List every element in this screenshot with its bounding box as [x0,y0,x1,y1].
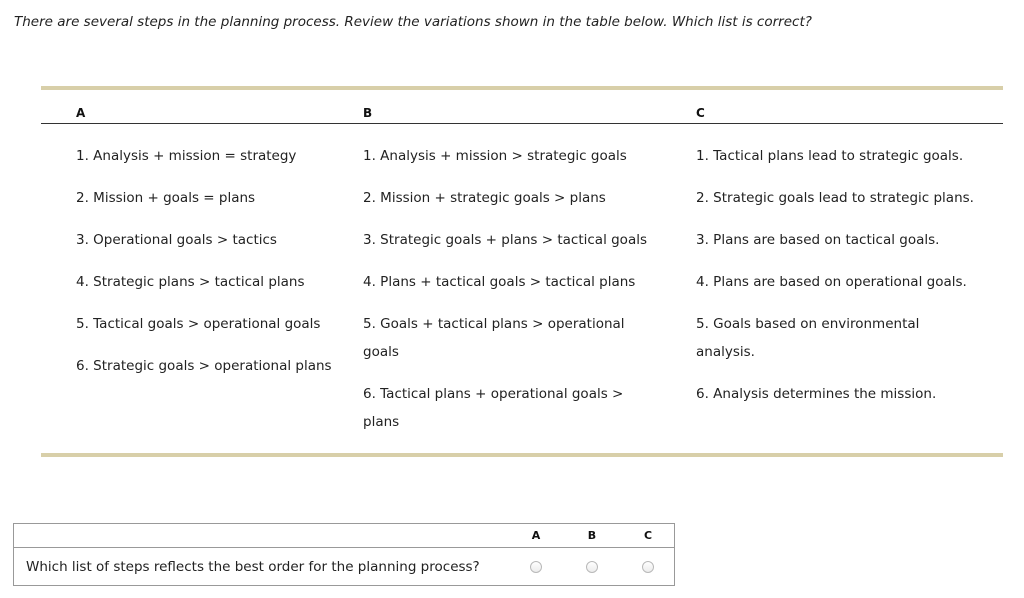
column-a [76,142,338,394]
list-item: 5. Goals based on environmental analysis. [696,316,920,360]
column-b [363,142,673,450]
radio-option-b[interactable] [586,561,598,573]
list-item: 5. Tactical goals > operational goals [76,316,321,332]
list-item: 3. Operational goals > tactics [76,232,277,248]
table-bottom-rule [41,453,1003,457]
list-item: 1. Analysis + mission > strategic goals [363,148,627,164]
radio-option-c[interactable] [642,561,654,573]
list-item: 4. Strategic plans > tactical plans [76,274,305,290]
list-item: 3. Plans are based on tactical goals. [696,232,940,248]
column-header-a: A [76,106,86,120]
list-item: 6. Tactical plans + operational goals > plans [363,386,624,430]
list-item: 2. Strategic goals lead to strategic plans. [696,190,974,206]
column-header-b: B [363,106,373,120]
answer-header-row [14,524,674,548]
column-c [696,142,996,422]
list-item: 6. Strategic goals > operational plans [76,358,332,374]
answer-row [14,548,674,586]
answer-grid [13,523,675,586]
option-label-a: A [531,529,541,542]
question-text: There are several steps in the planning process. Review the variations shown in the table below. Which list is correct? [14,14,812,30]
answer-prompt: Which list of steps reflects the best order for the planning process? [26,559,480,575]
list-item: 3. Strategic goals + plans > tactical goals [363,232,648,248]
list-item: 1. Analysis + mission = strategy [76,148,297,164]
radio-option-a[interactable] [530,561,542,573]
list-item: 4. Plans + tactical goals > tactical plans [363,274,636,290]
option-label-c: C [643,529,653,542]
list-item: 4. Plans are based on operational goals. [696,274,967,290]
list-item: 6. Analysis determines the mission. [696,386,937,402]
list-item: 1. Tactical plans lead to strategic goals. [696,148,964,164]
column-header-c: C [696,106,705,120]
table-header-row [41,90,1003,124]
option-label-b: B [587,529,597,542]
list-item: 2. Mission + strategic goals > plans [363,190,606,206]
list-item: 5. Goals + tactical plans > operational goals [363,316,625,360]
planning-steps-table [41,86,1003,430]
list-item: 2. Mission + goals = plans [76,190,256,206]
